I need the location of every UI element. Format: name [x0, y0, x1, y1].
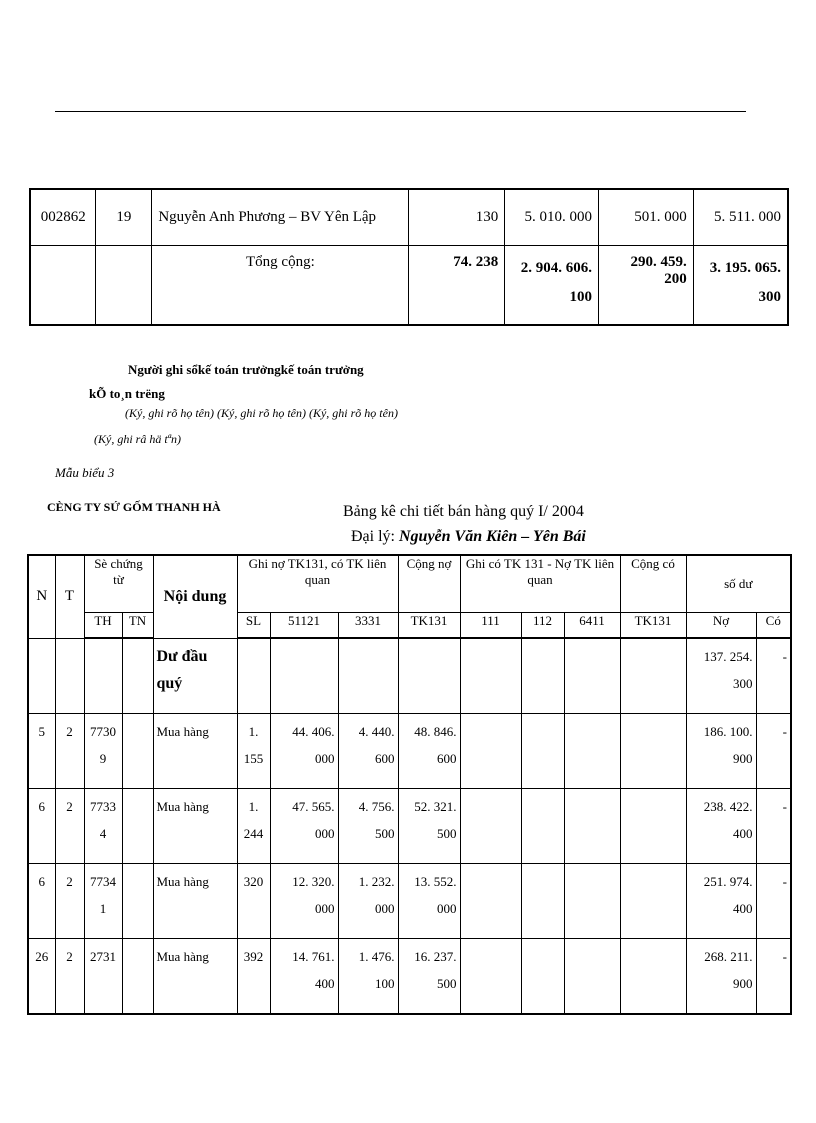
agent-line — [351, 528, 586, 546]
cell-th: 7733 4 — [84, 789, 122, 864]
cell-debit-total: 13. 552. 000 — [398, 864, 460, 939]
cell-co: - — [756, 939, 791, 1015]
cell-th: 7730 9 — [84, 714, 122, 789]
signature-instruction-garbled: (Ký, ghi râ hä tªn) — [94, 432, 181, 446]
header-content: Nội dung — [153, 555, 237, 638]
header-tk131: TK131 — [398, 613, 460, 639]
cell-content: Mua hàng — [153, 714, 237, 789]
cell-debit-total: 16. 237. 500 — [398, 939, 460, 1015]
cell-total: 5. 511. 000 — [693, 189, 788, 246]
cell-sl: 392 — [237, 939, 270, 1015]
header-voucher: Sè chứng từ — [84, 555, 153, 613]
opening-balance: 137. 254. 300 — [686, 638, 756, 714]
cell-n: 6 — [28, 864, 55, 939]
header-3331: 3331 — [338, 613, 398, 639]
cell-balance: 251. 974. 400 — [686, 864, 756, 939]
cell-credit-total — [620, 714, 686, 789]
header-th: TH — [84, 613, 122, 639]
table-row — [28, 789, 791, 864]
signature-title-garbled: kÕ to¸n trëng — [89, 386, 165, 401]
cell-51121: 12. 320. 000 — [270, 864, 338, 939]
cell-debit-total: 52. 321. 500 — [398, 789, 460, 864]
agent-prefix: Đại lý: — [351, 528, 399, 545]
cell-credit-total — [620, 939, 686, 1015]
grand-total: 3. 195. 065. 300 — [693, 246, 788, 326]
report-title: Bảng kê chi tiết bán hàng quý I/ 2004 — [343, 503, 584, 520]
cell-112 — [521, 864, 564, 939]
cell-debit-total: 48. 846. 600 — [398, 714, 460, 789]
cell-n: 6 — [28, 789, 55, 864]
cell-tax: 501. 000 — [598, 189, 693, 246]
cell-112 — [521, 714, 564, 789]
cell-co: - — [756, 864, 791, 939]
header-credit-total: Cộng có — [620, 555, 686, 613]
cell-t: 2 — [55, 714, 84, 789]
form-label: Mẫu biểu 3 — [55, 465, 115, 480]
header-credit-group: Ghi có TK 131 - Nợ TK liên quan — [460, 555, 620, 613]
cell-6411 — [564, 789, 620, 864]
table-row — [30, 189, 788, 246]
total-qty: 74. 238 — [409, 246, 505, 326]
header-debit-total: Cộng nợ — [398, 555, 460, 613]
cell-3331: 4. 756. 500 — [338, 789, 398, 864]
cell-3331: 4. 440. 600 — [338, 714, 398, 789]
cell-111 — [460, 789, 521, 864]
header-no: Nợ — [686, 613, 756, 639]
total-tax: 290. 459. 200 — [598, 246, 693, 326]
cell-111 — [460, 714, 521, 789]
header-6411: 6411 — [564, 613, 620, 639]
opening-label: Dư đầu quý — [153, 638, 237, 714]
cell-content: Mua hàng — [153, 864, 237, 939]
cell-balance: 186. 100. 900 — [686, 714, 756, 789]
header-112: 112 — [521, 613, 564, 639]
summary-table — [29, 188, 789, 326]
cell-n: 26 — [28, 939, 55, 1015]
header-t: T — [55, 555, 84, 638]
cell-112 — [521, 939, 564, 1015]
header-sl: SL — [237, 613, 270, 639]
header-tn: TN — [122, 613, 153, 639]
cell-balance: 268. 211. 900 — [686, 939, 756, 1015]
agent-name: Nguyễn Văn Kiên – Yên Bái — [399, 528, 586, 545]
cell-code: 002862 — [30, 189, 96, 246]
sales-detail-table — [27, 554, 792, 1015]
top-rule — [55, 111, 746, 112]
total-row — [30, 246, 788, 326]
cell-co: - — [756, 789, 791, 864]
cell-th: 2731 — [84, 939, 122, 1015]
opening-balance-row — [28, 638, 791, 714]
total-amount: 2. 904. 606. 100 — [505, 246, 599, 326]
cell-amount: 5. 010. 000 — [505, 189, 599, 246]
cell-balance: 238. 422. 400 — [686, 789, 756, 864]
header-n: N — [28, 555, 55, 638]
total-label: Tổng cộng: — [152, 246, 409, 326]
cell-sl: 1. 244 — [237, 789, 270, 864]
table-row — [28, 864, 791, 939]
cell-6411 — [564, 939, 620, 1015]
cell-tn — [122, 714, 153, 789]
cell-customer: Nguyễn Anh Phương – BV Yên Lập — [152, 189, 409, 246]
cell-6411 — [564, 714, 620, 789]
cell-111 — [460, 939, 521, 1015]
table-row — [28, 939, 791, 1015]
header-tk131-credit: TK131 — [620, 613, 686, 639]
signature-instructions: (Ký, ghi rõ họ tên) (Ký, ghi rõ họ tên) (Ký, ghi rõ họ tên) — [125, 406, 398, 420]
cell-th: 7734 1 — [84, 864, 122, 939]
cell-tn — [122, 789, 153, 864]
cell-51121: 47. 565. 000 — [270, 789, 338, 864]
cell-n: 5 — [28, 714, 55, 789]
cell-t: 2 — [55, 864, 84, 939]
header-balance: số dư — [686, 555, 791, 613]
cell-sl: 320 — [237, 864, 270, 939]
cell-sl: 1. 155 — [237, 714, 270, 789]
cell-credit-total — [620, 864, 686, 939]
cell-tn — [122, 864, 153, 939]
header-debit-group: Ghi nợ TK131, có TK liên quan — [237, 555, 398, 613]
cell-112 — [521, 789, 564, 864]
header-51121: 51121 — [270, 613, 338, 639]
header-co: Có — [756, 613, 791, 639]
cell-content: Mua hàng — [153, 939, 237, 1015]
opening-co: - — [756, 638, 791, 714]
cell-qty: 130 — [409, 189, 505, 246]
cell-co: - — [756, 714, 791, 789]
cell-content: Mua hàng — [153, 789, 237, 864]
table-row — [28, 714, 791, 789]
cell-3331: 1. 476. 100 — [338, 939, 398, 1015]
cell-credit-total — [620, 789, 686, 864]
cell-t: 2 — [55, 939, 84, 1015]
cell-tn — [122, 939, 153, 1015]
cell-6411 — [564, 864, 620, 939]
cell-111 — [460, 864, 521, 939]
cell-51121: 14. 761. 400 — [270, 939, 338, 1015]
cell-t: 2 — [55, 789, 84, 864]
cell-count: 19 — [96, 189, 152, 246]
header-111: 111 — [460, 613, 521, 639]
signature-titles: Người ghi sổkế toán trưởngkế toán trưởng — [128, 362, 364, 377]
company-name: CÈNG TY SỨ GỐM THANH HÀ — [47, 500, 221, 514]
cell-51121: 44. 406. 000 — [270, 714, 338, 789]
cell-3331: 1. 232. 000 — [338, 864, 398, 939]
